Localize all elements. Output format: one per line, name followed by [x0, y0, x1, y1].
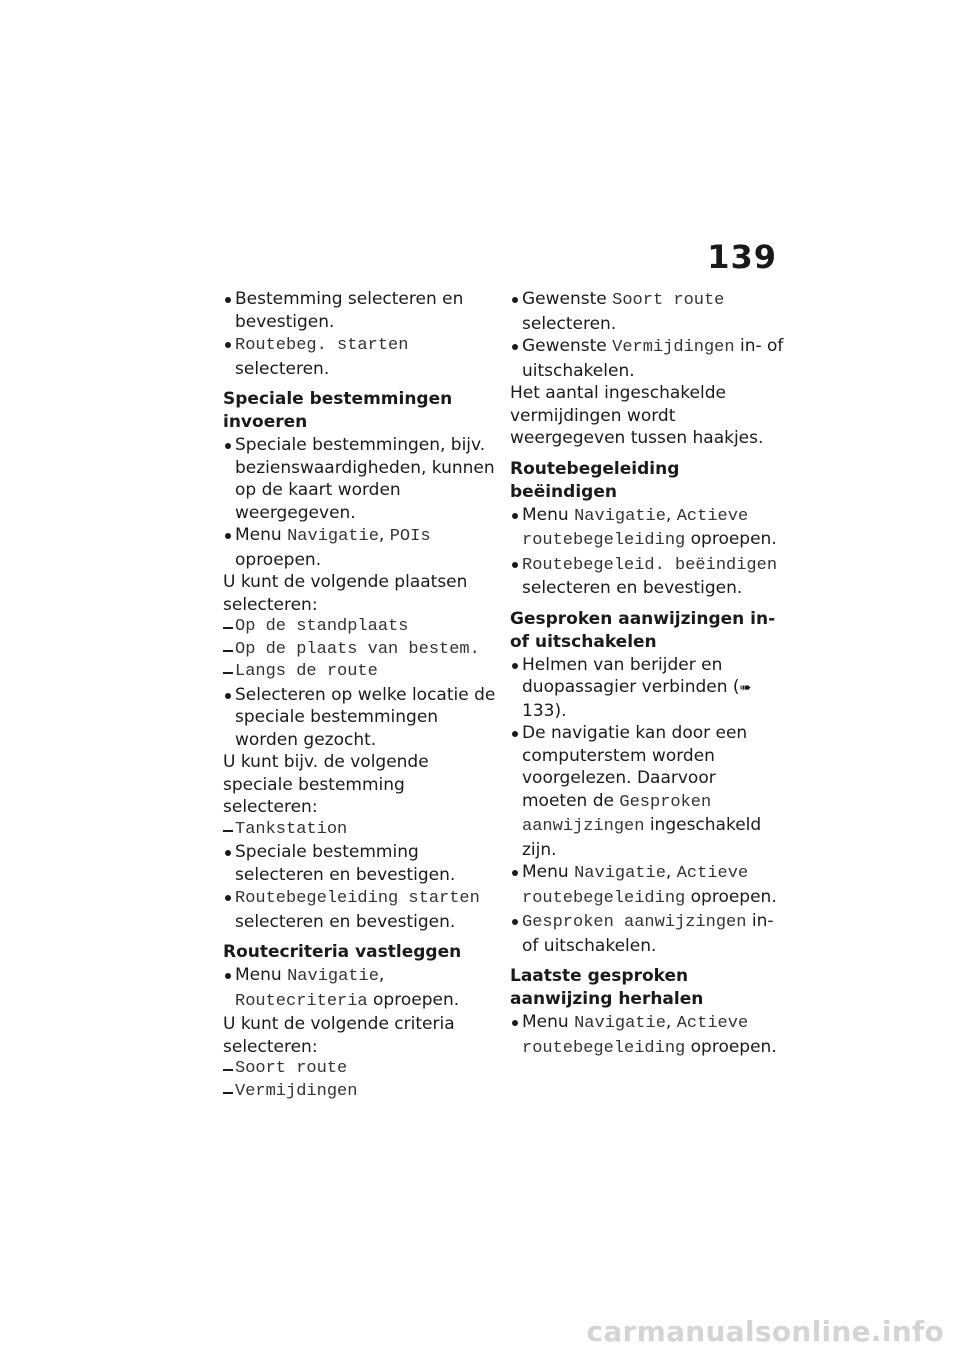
item-text: in- of uitschakelen. — [522, 911, 774, 956]
list-item — [223, 684, 498, 752]
item-text: selecteren en bevestigen. — [522, 578, 743, 598]
list-item — [510, 288, 785, 335]
dash-item: Tankstation — [223, 819, 498, 842]
page-reference: 133). — [522, 700, 567, 721]
separator: , — [665, 862, 677, 882]
item-text: in- of uitschakelen. — [522, 336, 784, 381]
menu-term: Navigatie — [574, 1014, 666, 1033]
item-text: selecteren en bevestigen. — [235, 911, 456, 932]
dash-item: Soort route — [223, 1058, 498, 1081]
menu-term: Routebegeleid. beëindigen — [522, 555, 778, 575]
left-column — [223, 288, 498, 1103]
menu-term: Routebeg. starten — [235, 336, 409, 355]
dash-item: Vermijdingen — [223, 1081, 498, 1104]
menu-term: Actieve routebegeleiding — [522, 506, 749, 550]
item-text: Gewenste — [522, 336, 613, 356]
list-item — [223, 333, 498, 380]
list-item — [510, 654, 785, 723]
menu-term: Navigatie — [574, 506, 666, 526]
item-text: Speciale bestemming selecteren en bevestigen. — [235, 842, 456, 885]
section-heading: Laatste gesproken aanwijzing herhalen — [510, 966, 704, 1009]
list-item — [510, 504, 785, 553]
menu-term: Routebegeleiding starten — [235, 889, 480, 908]
site-watermark: carmanualsonline.info — [586, 1315, 944, 1348]
right-column — [510, 288, 785, 1060]
list-item — [510, 553, 785, 600]
menu-term: Actieve routebegeleiding — [522, 1014, 749, 1058]
dash-item: Op de standplaats — [223, 616, 498, 639]
item-text: Menu — [235, 965, 288, 985]
paragraph: U kunt bijv. de volgende speciale bestemming selecteren: — [223, 752, 429, 817]
item-text: Menu — [522, 862, 575, 882]
item-text: Bestemming selecteren en bevestigen. — [235, 289, 464, 332]
item-text: Menu — [522, 1012, 575, 1032]
item-text: Gewenste — [522, 289, 613, 309]
section-heading: Speciale bestemmingen invoeren — [223, 389, 453, 432]
item-text: ingeschakeld zijn. — [522, 815, 762, 860]
dash-item: Langs de route — [223, 661, 498, 684]
item-text: Helmen van berijder en duopassagier verbinden ( — [522, 654, 740, 697]
item-text: selecteren. — [522, 313, 617, 334]
menu-term: Navigatie — [287, 967, 379, 986]
section-heading: Routecriteria vastleggen — [223, 942, 462, 962]
menu-term: Gesproken aanwijzingen — [522, 913, 747, 932]
separator: , — [665, 504, 677, 525]
list-item — [510, 722, 785, 861]
paragraph: Het aantal ingeschakelde vermijdingen wordt weergegeven tussen haakjes. — [510, 383, 764, 448]
list-item — [223, 964, 498, 1013]
menu-term: Actieve routebegeleiding — [522, 864, 749, 908]
list-item — [510, 861, 785, 910]
list-item — [223, 288, 498, 333]
item-text: oproepen. — [685, 1036, 777, 1057]
menu-term: Routecriteria — [235, 991, 368, 1011]
item-text: Menu — [235, 525, 288, 545]
item-text: oproepen. — [685, 529, 777, 549]
list-item — [510, 1011, 785, 1060]
item-text: selecteren. — [235, 358, 330, 379]
menu-term: Navigatie — [287, 527, 379, 546]
menu-term: Gesproken aanwijzingen — [522, 792, 712, 836]
item-text: Menu — [522, 504, 575, 525]
paragraph: U kunt de volgende criteria selecteren: — [223, 1014, 455, 1057]
list-item — [223, 434, 498, 524]
section-heading: Gesproken aanwijzingen in- of uitschakelen — [510, 608, 776, 652]
page-number: 139 — [707, 238, 777, 276]
list-item — [223, 886, 498, 933]
item-text: oproepen. — [367, 989, 460, 1010]
separator: , — [378, 525, 390, 545]
separator: , — [378, 965, 385, 985]
separator: , — [665, 1012, 677, 1032]
item-text: oproepen. — [685, 886, 777, 907]
dash-item: Op de plaats van bestem. — [223, 639, 498, 662]
menu-term: Navigatie — [574, 864, 666, 883]
arrow-right-icon: ➠ — [739, 680, 752, 696]
item-text: De navigatie kan door een computerstem worden voorgelezen. Daarvoor moeten de — [522, 723, 748, 811]
section-heading: Routebegeleiding beëindigen — [510, 458, 680, 502]
item-text: Selecteren op welke locatie de speciale bestemmingen worden gezocht. — [235, 684, 496, 750]
paragraph: U kunt de volgende plaatsen selecteren: — [223, 572, 468, 615]
menu-term: POIs — [389, 527, 431, 546]
item-text: oproepen. — [235, 549, 322, 570]
list-item — [223, 524, 498, 571]
list-item — [223, 841, 498, 886]
list-item — [510, 335, 785, 382]
list-item — [510, 910, 785, 957]
menu-term: Vermijdingen — [612, 338, 735, 357]
item-text: Speciale bestemmingen, bijv. bezienswaardigheden, kunnen op de kaart worden weergegeven. — [235, 435, 495, 523]
menu-term: Soort route — [612, 291, 725, 310]
